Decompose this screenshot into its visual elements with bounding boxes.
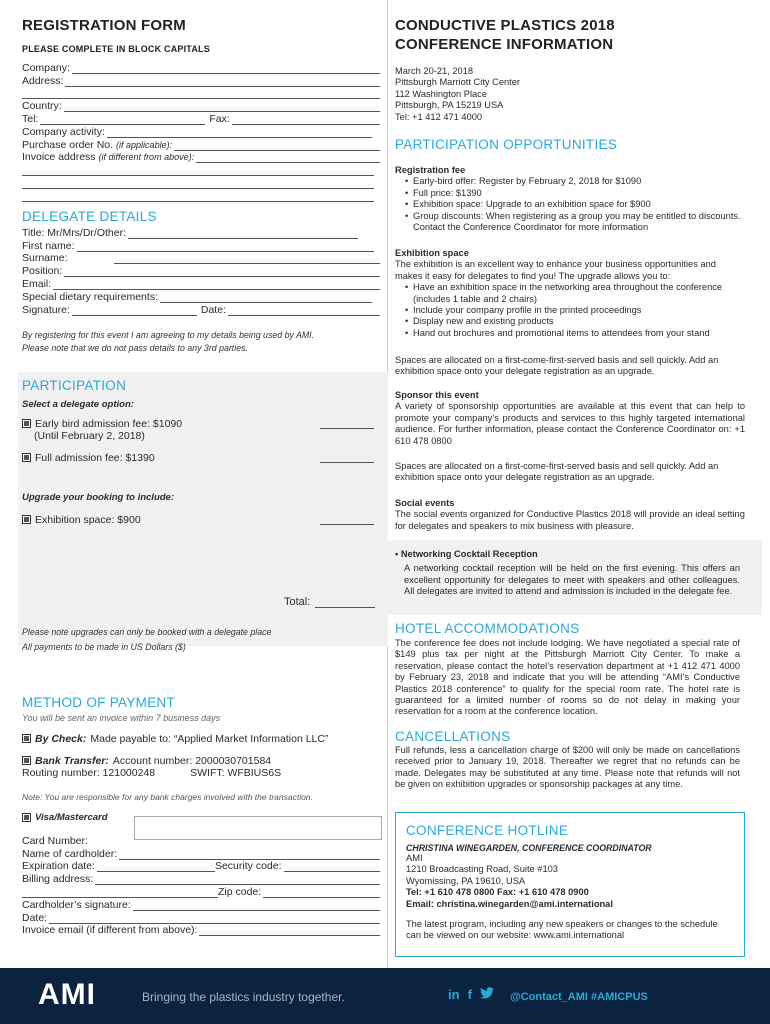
list-item: • Full price: $1390 xyxy=(405,188,745,199)
social-icons xyxy=(448,987,494,1002)
swift-code: SWIFT: WFBIUS6S xyxy=(190,767,282,779)
first-name-field[interactable]: First name: xyxy=(22,239,380,252)
cardholder-field[interactable]: Name of cardholder: xyxy=(22,847,380,860)
hotline-city: Wyomissing, PA 19610, USA xyxy=(406,875,526,886)
full-admission-amount-line[interactable] xyxy=(320,462,374,463)
card-number-field: Card Number: xyxy=(22,834,88,847)
venue-tel: Tel: +1 412 471 4000 xyxy=(395,111,483,122)
signature-field[interactable]: Signature: Date: xyxy=(22,303,380,316)
full-admission-checkbox[interactable] xyxy=(22,453,31,462)
billing-field[interactable]: Billing address: xyxy=(22,872,380,885)
dietary-field[interactable]: Special dietary requirements: xyxy=(22,290,380,303)
check-checkbox[interactable] xyxy=(22,734,31,743)
registration-fee-title: Registration fee xyxy=(395,165,466,175)
email-field[interactable]: Email: xyxy=(22,277,380,290)
exhibition-amount-line[interactable] xyxy=(320,524,374,525)
hotline-program-note: The latest program, including any new speakers or changes to the schedule can be viewed on our website: www.ami.international xyxy=(406,919,718,941)
footer xyxy=(0,968,770,1024)
facebook-icon[interactable]: f xyxy=(467,987,472,1002)
company-field[interactable]: Company: xyxy=(22,61,380,74)
coordinator-name: CHRISTINA WINEGARDEN, CONFERENCE COORDINATOR xyxy=(406,843,652,853)
invoice-email-field[interactable]: Invoice email (if different from above): xyxy=(22,924,380,937)
venue-block xyxy=(395,66,520,123)
social-title: Social events xyxy=(395,498,455,508)
company-section xyxy=(22,61,380,202)
hotel-title: HOTEL ACCOMMODATIONS xyxy=(395,621,580,636)
venue-hotel: Pittsburgh Marriott City Center xyxy=(395,77,521,88)
activity-field[interactable]: Company activity: xyxy=(22,125,380,138)
cocktail-title-row: • Networking Cocktail Reception xyxy=(395,549,538,559)
po-field[interactable]: Purchase order No. (if applicable): xyxy=(22,138,380,151)
conference-title: CONDUCTIVE PLASTICS 2018 xyxy=(395,17,615,34)
hotline-org: AMI xyxy=(406,853,423,863)
sponsor-title: Sponsor this event xyxy=(395,390,479,400)
list-item: • Hand out brochures and promotional items to attendees from your stand xyxy=(405,328,745,339)
cancellations-block xyxy=(395,745,740,791)
cancellations-text: Full refunds, less a cancellation charge of $200 will only be made on cancellations received prior to January 19, 2018. Thereafter we regret that no refunds can be made. Delegates may be substituted at any time. Please note that refunds will not be given on exhibition upgrades or sponsorship packages at any time. xyxy=(395,745,740,790)
consent-line-1: By registering for this event I am agreeing to my details being used by AMI. xyxy=(22,330,315,340)
expiration-field[interactable]: Expiration date: Security code: xyxy=(22,860,380,873)
form-title: REGISTRATION FORM xyxy=(22,17,186,34)
sponsor-text: A variety of sponsorship opportunities are available at this event that can help to promote your company’s products and services to this highly targeted international audience. For further information, please contact the Conference Coordinator on: +1 610 478 0800 xyxy=(395,401,745,446)
delegate-section xyxy=(22,226,380,316)
invoice-line-4[interactable] xyxy=(22,189,374,202)
social-block xyxy=(395,498,745,532)
list-item: • Early-bird offer: Register by February 2, 2018 for $1090 xyxy=(405,176,745,187)
list-item: • Group discounts: When registering as a group you may be entitled to discounts. Contact the Conference Coordinator for more information xyxy=(405,211,745,234)
country-field[interactable]: Country: xyxy=(22,99,380,112)
invoice-line-3[interactable] xyxy=(22,176,374,189)
zip-field[interactable]: Zip code: xyxy=(22,885,380,898)
hotline-box xyxy=(395,812,745,957)
check-option[interactable]: By Check: Made payable to: “Applied Market Information LLC” xyxy=(22,733,382,745)
address-line-2[interactable] xyxy=(22,87,380,100)
social-text: The social events organized for Conductive Plastics 2018 will provide an ideal setting for delegates and speakers to mix business with pleasure. xyxy=(395,509,745,531)
delegate-details-title: DELEGATE DETAILS xyxy=(22,209,157,224)
card-date-field[interactable]: Date: xyxy=(22,911,380,924)
total-line[interactable] xyxy=(315,598,375,608)
card-section xyxy=(22,834,380,936)
cocktail-block xyxy=(395,549,740,598)
address-field[interactable]: Address: xyxy=(22,74,380,87)
exhibition-text: The exhibition is an excellent way to enhance your business opportunities and makes it easy for delegates to find you! The upgrade allows you to: xyxy=(395,259,716,281)
tel-fax-field[interactable]: Tel: Fax: xyxy=(22,112,380,125)
hotel-text: The conference fee does not include lodging. We have negotiated a special rate of $149 plus tax per night at the Pittsburgh Marriott City Center. To make a reservation, please contact the hotel’s reservation department at +1 412 471 4000 by February 23, 2018 and indicate that you will be attending “AMI’s Conductive Plastics 2018 conference” to qualify for the special room rate. The hotel rate is guaranteed for a limited number of rooms so do not delay in making your reservation for a room at the conference location. xyxy=(395,638,740,717)
bank-charge-note: Note: You are responsible for any bank charges involved with the transaction. xyxy=(22,792,313,802)
hotline-title: CONFERENCE HOTLINE xyxy=(406,823,569,838)
cocktail-title: Networking Cocktail Reception xyxy=(400,549,538,559)
list-item: • Display new and existing products xyxy=(405,316,745,327)
upgrade-note-2: All payments to be made in US Dollars ($) xyxy=(22,642,186,652)
venue-city: Pittsburgh, PA 15219 USA xyxy=(395,100,504,111)
participation-title: PARTICIPATION xyxy=(22,378,127,393)
sponsor-block xyxy=(395,390,745,447)
footer-handle[interactable]: @Contact_AMI #AMICPUS xyxy=(510,991,648,1003)
bank-transfer-checkbox[interactable] xyxy=(22,756,31,765)
exhibition-title: Exhibition space xyxy=(395,248,469,258)
card-signature-field[interactable]: Cardholder’s signature: xyxy=(22,898,380,911)
early-bird-amount-line[interactable] xyxy=(320,428,374,429)
exhibition-spaces-note xyxy=(395,355,745,378)
hotline-phone: Tel: +1 610 478 0800 Fax: +1 610 478 0900 xyxy=(406,887,589,898)
form-subtitle: PLEASE COMPLETE IN BLOCK CAPITALS xyxy=(22,44,210,54)
card-checkbox[interactable] xyxy=(22,813,31,822)
ami-logo: AMI xyxy=(38,978,96,1011)
twitter-icon[interactable] xyxy=(480,987,494,1002)
upgrade-note-1: Please note upgrades can only be booked with a delegate place xyxy=(22,627,272,637)
exhibition-option[interactable]: Exhibition space: $900 xyxy=(22,514,382,526)
exhibition-checkbox[interactable] xyxy=(22,515,31,524)
exhibition-block xyxy=(395,248,745,339)
invoice-address-field[interactable]: Invoice address (if different from above): xyxy=(22,151,380,164)
consent-note xyxy=(22,329,382,355)
sponsor-spaces-note xyxy=(395,461,745,484)
consent-line-2: Please note that we do not pass details to any 3rd parties. xyxy=(22,343,248,353)
cocktail-text: A networking cocktail reception will be held on the first evening. This offers an excellent opportunity for delegates to meet with speakers and other colleagues. All delegates are invited to attend and admission is included in the delegate fee. xyxy=(404,563,740,597)
position-field[interactable]: Position: xyxy=(22,264,380,277)
opportunities-title: PARTICIPATION OPPORTUNITIES xyxy=(395,137,618,152)
title-field[interactable]: Title: Mr/Mrs/Dr/Other: xyxy=(22,226,380,239)
footer-tagline: Bringing the plastics industry together. xyxy=(142,990,345,1004)
exhibition-spaces-text: Spaces are allocated on a first-come-first-served basis and sell quickly. Add an exhibition space onto your delegate registration as an upgrade. xyxy=(395,355,719,377)
early-bird-option[interactable]: Early bird admission fee: $1090 (Until February 2, 2018) xyxy=(22,418,382,442)
hotline-street: 1210 Broadcasting Road, Suite #103 xyxy=(406,864,558,875)
cancellations-title: CANCELLATIONS xyxy=(395,729,511,744)
hotline-email[interactable]: Email: christina.winegarden@ami.international xyxy=(406,898,613,909)
select-delegate-label: Select a delegate option: xyxy=(22,399,134,410)
list-item: • Include your company profile in the printed proceedings xyxy=(405,305,745,316)
early-bird-checkbox[interactable] xyxy=(22,419,31,428)
invoice-notice: You will be sent an invoice within 7 business days xyxy=(22,713,221,723)
routing-number: Routing number: 121000248 xyxy=(22,767,156,779)
hotline-address xyxy=(406,853,734,910)
venue-street: 112 Washington Place xyxy=(395,88,487,99)
hotel-block xyxy=(395,638,740,718)
early-bird-date: (Until February 2, 2018) xyxy=(34,430,145,442)
conference-info-title: CONFERENCE INFORMATION xyxy=(395,36,614,53)
registration-fee-block xyxy=(395,165,745,233)
linkedin-icon[interactable]: in xyxy=(448,987,460,1002)
upgrade-label: Upgrade your booking to include: xyxy=(22,492,174,503)
list-item: • Exhibition space: Upgrade to an exhibition space for $900 xyxy=(405,199,745,210)
total-field[interactable] xyxy=(284,596,375,608)
invoice-line-2[interactable] xyxy=(22,163,374,176)
bank-transfer-option[interactable]: Bank Transfer: Account number: 2000030701584 Routing number: 121000248 SWIFT: WFBIUS6S xyxy=(22,755,282,779)
payment-title: METHOD OF PAYMENT xyxy=(22,695,176,710)
list-item: • Have an exhibition space in the networking area throughout the conference (includes 1 table and 2 chairs) xyxy=(405,282,745,305)
venue-date: March 20-21, 2018 xyxy=(395,66,474,76)
total-label: Total: xyxy=(284,596,311,608)
card-option[interactable]: Visa/Mastercard xyxy=(22,812,382,824)
sponsor-spaces-text: Spaces are allocated on a first-come-first-served basis and sell quickly. Add an exhibition space onto your delegate registration as an upgrade. xyxy=(395,461,719,483)
surname-field[interactable]: Surname: xyxy=(22,252,380,265)
full-admission-option[interactable]: Full admission fee: $1390 xyxy=(22,452,382,464)
